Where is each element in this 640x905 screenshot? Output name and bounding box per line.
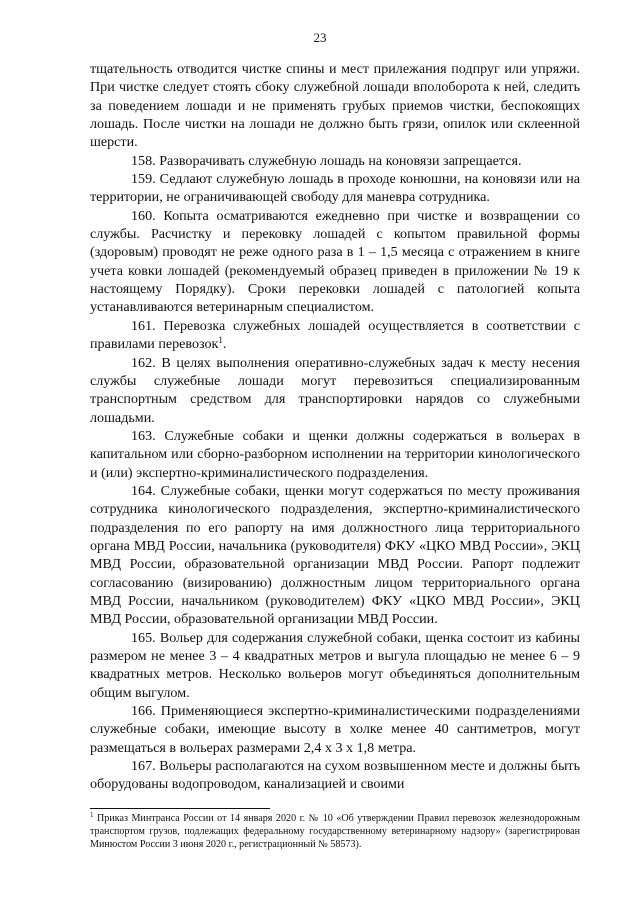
paragraph-163: 163. Служебные собаки и щенки должны содержаться в вольерах в капитальном или сборно-разборном исполнении на территории кинологического и (или) экспертно-криминалистического подразделения.	[90, 427, 580, 481]
paragraph-161-end: .	[222, 336, 227, 353]
paragraph-continued: тщательность отводится чистке спины и мест прилежания подпруг или упряжи. При чистке следует стоять сбоку служебной лошади вполоборота к ней, следить за поведением лошади и не применять грубых приемов чистки, беспокоящих лошадь. После чистки на лошади не должно быть грязи, опилок или склеенной шерсти.	[90, 61, 580, 151]
paragraph-162: 162. В целях выполнения оперативно-служебных задач к месту несения службы служебные лошади могут перевозиться специализированным транспортным средством для транспортировки нарядов со служебными лошадьми.	[90, 354, 580, 426]
footnote-1	[90, 812, 580, 852]
page-number: 23	[313, 30, 327, 45]
paragraph-164: 164. Служебные собаки, щенки могут содержаться по месту проживания сотрудника кинологического подразделения, экспертно-криминалистического подразделения по его рапорту на имя должностного лица территориального органа МВД России, начальника (руководителя) ФКУ «ЦКО МВД России», ЭКЦ МВД России, образовательной организации МВД России. Рапорт подлежит согласованию (визированию) должностным лицом территориального органа МВД России, начальником (руководителем) ФКУ «ЦКО МВД России», ЭКЦ МВД России, образовательной организации МВД России.	[90, 482, 580, 628]
footnote-reference: 1	[218, 335, 223, 346]
paragraph-167: 167. Вольеры располагаются на сухом возвышенном месте и должны быть оборудованы водопроводом, канализацией и своими	[90, 758, 580, 793]
footnotes	[90, 812, 580, 852]
paragraph-165: 165. Вольер для содержания служебной собаки, щенка состоит из кабины размером не менее 3 – 4 квадратных метров и выгула площадью не менее 6 – 9 квадратных метров. Несколько вольеров могут объединяться дополнительным общим выгулом.	[90, 629, 580, 701]
paragraph-158: 158. Разворачивать служебную лошадь на коновязи запрещается.	[131, 152, 522, 169]
footnote-divider	[90, 808, 270, 809]
paragraph-166: 166. Применяющиеся экспертно-криминалистическими подразделениями служебные собаки, имеющие высоту в холке менее 40 сантиметров, могут размещаться в вольерах размерами 2,4 х 3 х 1,8 метра.	[90, 703, 580, 756]
paragraph-161-text: 161. Перевозка служебных лошадей осуществляется в соответствии с правилами перевозок	[90, 317, 580, 353]
body-text	[90, 60, 580, 794]
footnote-text: Приказ Минтранса России от 14 января 2020 г. № 10 «Об утверждении Правил перевозок железнодорожным транспортом грузов, подлежащих федеральному государственному ветеринарному надзору» (зарегистрирован Минюстом России 3 июня 2020 г., регистрационный № 58573).	[90, 813, 580, 851]
footnote-mark: 1	[90, 811, 94, 819]
paragraph-161	[90, 317, 580, 354]
paragraph-159: 159. Седлают служебную лошадь в проходе конюшни, на коновязи или на территории, не ограничивающей свободу для маневра сотрудника.	[90, 171, 580, 206]
paragraph-160: 160. Копыта осматриваются ежедневно при чистке и возвращении со службы. Расчистку и перековку лошадей с копытом правильной формы (здоровым) проводят не реже одного раза в 1 – 1,5 месяца с отражением в книге учета ковки лошадей (рекомендуемый образец приведен в приложении № 19 к настоящему Порядку). Сроки перековки лошадей с патологией копыта устанавливаются ветеринарным специалистом.	[90, 207, 580, 316]
